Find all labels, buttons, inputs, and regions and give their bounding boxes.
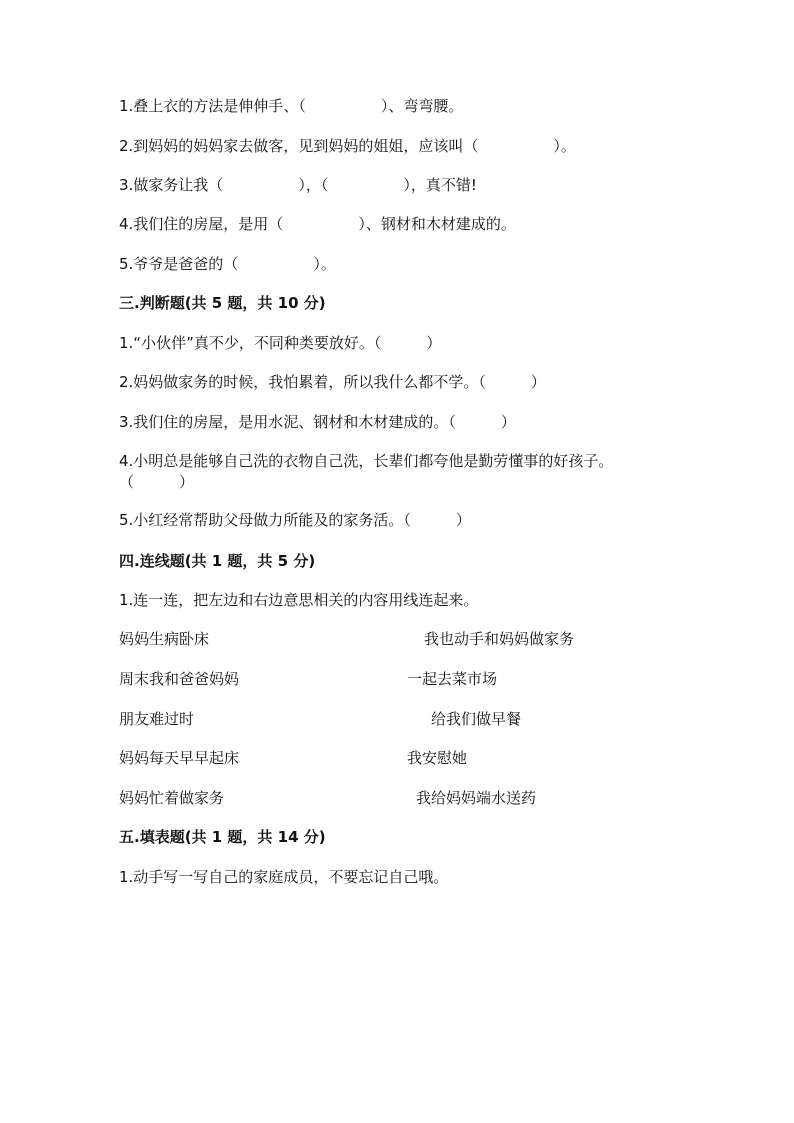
section-heading-table: 五.填表题(共 1 题，共 14 分)	[119, 828, 326, 846]
fill-question-4: 4.我们住的房屋，是用（ ）、钢材和木材建成的。	[119, 215, 516, 233]
section-heading-judgment: 三.判断题(共 5 题，共 10 分)	[119, 294, 326, 312]
matching-left-item-3: 朋友难过时	[119, 710, 195, 728]
matching-right-item-2: 一起去菜市场	[407, 670, 498, 688]
matching-instruction: 1.连一连，把左边和右边意思相关的内容用线连起来。	[119, 591, 479, 609]
judgment-question-2: 2.妈妈做家务的时候，我怕累着，所以我什么都不学。（ ）	[119, 373, 546, 391]
matching-left-item-4: 妈妈每天早早起床	[119, 749, 240, 767]
fill-question-3: 3.做家务让我（ ），（ ），真不错!	[119, 176, 477, 194]
matching-left-item-1: 妈妈生病卧床	[119, 630, 210, 648]
judgment-question-4: 4.小明总是能够自己洗的衣物自己洗，长辈们都夸他是勤劳懂事的好孩子。	[119, 452, 614, 470]
matching-right-item-3: 给我们做早餐	[431, 710, 522, 728]
judgment-question-3: 3.我们住的房屋，是用水泥、钢材和木材建成的。（ ）	[119, 413, 516, 431]
judgment-question-4-answer-bracket: （ ）	[119, 473, 195, 491]
fill-question-1: 1.叠上衣的方法是伸伸手、（ ）、弯弯腰。	[119, 97, 464, 115]
judgment-question-1: 1.“小伙伴”真不少，不同种类要放好。（ ）	[119, 334, 442, 352]
fill-question-5: 5.爷爷是爸爸的（ ）。	[119, 255, 336, 273]
matching-left-item-2: 周末我和爸爸妈妈	[119, 670, 240, 688]
matching-left-item-5: 妈妈忙着做家务	[119, 789, 225, 807]
judgment-question-5: 5.小红经常帮助父母做力所能及的家务活。（ ）	[119, 511, 471, 529]
matching-right-item-1: 我也动手和妈妈做家务	[424, 630, 575, 648]
matching-right-item-5: 我给妈妈端水送药	[416, 789, 537, 807]
table-question-1: 1.动手写一写自己的家庭成员，不要忘记自己哦。	[119, 868, 449, 886]
section-heading-matching: 四.连线题(共 1 题，共 5 分)	[119, 552, 316, 570]
matching-right-item-4: 我安慰她	[407, 749, 468, 767]
fill-question-2: 2.到妈妈的妈妈家去做客，见到妈妈的姐姐，应该叫（ ）。	[119, 137, 576, 155]
